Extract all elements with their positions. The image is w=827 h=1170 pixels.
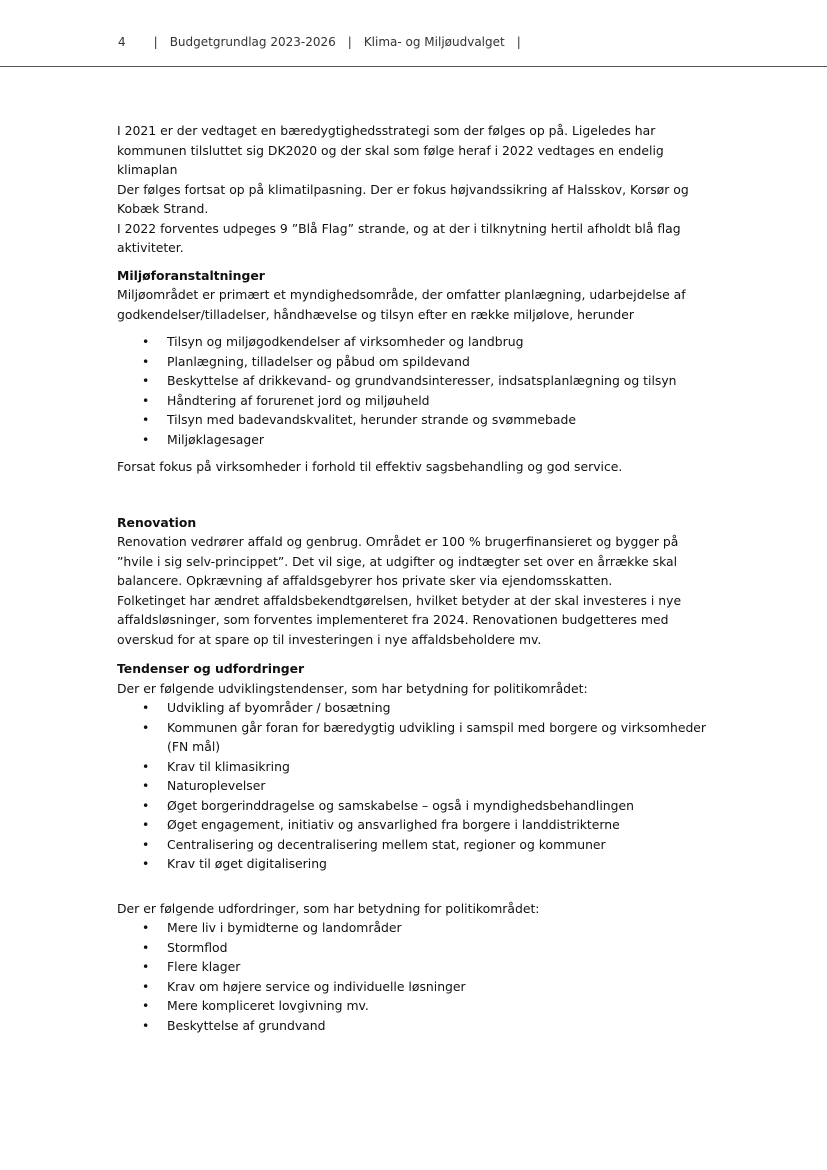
list-item: • Kommunen går foran for bæredygtig udvikling i samspil med borgere og virksomheder (FN mål) (117, 718, 717, 757)
list-item: • Beskyttelse af drikkevand- og grundvandsinteresser, indsatsplanlægning og tilsyn (117, 371, 717, 391)
list-item: • Planlægning, tilladelser og påbud om spildevand (117, 352, 717, 372)
list-item: • Naturoplevelser (117, 776, 717, 796)
spacer (117, 258, 717, 266)
list-item: • Udvikling af byområder / bosætning (117, 698, 717, 718)
list-item: • Håndtering af forurenet jord og miljøuheld (117, 391, 717, 411)
renovation-paragraph: Folketinget har ændret affaldsbekendtgørelsen, hvilket betyder at der skal investeres i nye affaldsløsninger, som forventes implementeret fra 2024. Renovationen budgetteres med overskud for at spare op til investeringen i nye affaldsbeholdere mv. (117, 592, 682, 647)
spacer (117, 449, 717, 457)
list-item: • Krav til øget digitalisering (117, 854, 717, 874)
header-separator: | (347, 35, 352, 49)
header-separator: | (153, 35, 158, 49)
list-item: • Øget engagement, initiativ og ansvarlighed fra borgere i landdistrikterne (117, 815, 717, 835)
spacer (117, 649, 717, 659)
intro-paragraph: Der følges fortsat op på klimatilpasning. Der er fokus højvandssikring af Halsskov, Korsør og Kobæk Strand. (117, 181, 689, 216)
udfordringer-list (117, 918, 717, 1035)
page-number: 4 (118, 35, 126, 49)
tendenser-intro: Der er følgende udviklingstendenser, som har betydning for politikområdet: (117, 680, 588, 696)
intro-paragraph: I 2022 forventes udpeges 9 ”Blå Flag” strande, og at der i tilknytning hertil afholdt blå flag aktiviteter. (117, 220, 681, 255)
section-heading-renovation: Renovation (117, 514, 197, 530)
list-item: • Beskyttelse af grundvand (117, 1016, 717, 1036)
list-item: • Mere liv i bymidterne og landområder (117, 918, 717, 938)
spacer (117, 874, 717, 899)
miljo-list (117, 332, 717, 449)
renovation-paragraph: Renovation vedrører affald og genbrug. Området er 100 % brugerfinansieret og bygger på ”hvile i sig selv-princippet”. Det vil sige, at udgifter og indtægter set over en årrække skal balancere. Opkrævning af affaldsgebyrer hos private sker via ejendomsskatten. (117, 534, 679, 588)
miljo-intro: Miljøområdet er primært et myndighedsområde, der omfatter planlægning, udarbejdelse af godkendelser/tilladelser, håndhævelse og tilsyn efter en række miljølove, herunder (117, 287, 686, 322)
document-title: Budgetgrundlag 2023-2026 (169, 35, 336, 49)
section-heading-tendenser: Tendenser og udfordringer (117, 661, 305, 676)
list-item: • Centralisering og decentralisering mellem stat, regioner og kommuner (117, 835, 717, 855)
list-item: • Stormflod (117, 938, 717, 958)
list-item: • Krav til klimasikring (117, 757, 717, 777)
spacer (117, 324, 717, 332)
list-item: • Tilsyn med badevandskvalitet, herunder strande og svømmebade (117, 410, 717, 430)
spacer (117, 477, 717, 513)
list-item: • Øget borgerinddragelse og samskabelse – også i myndighedsbehandlingen (117, 796, 717, 816)
list-item: • Tilsyn og miljøgodkendelser af virksomheder og landbrug (117, 332, 717, 352)
document-body (117, 121, 717, 1035)
udfordringer-intro: Der er følgende udfordringer, som har betydning for politikområdet: (117, 900, 540, 916)
list-item: • Krav om højere service og individuelle løsninger (117, 977, 717, 997)
header-separator: | (516, 35, 521, 49)
list-item: • Mere kompliceret lovgivning mv. (117, 996, 717, 1016)
tendenser-list (117, 698, 717, 874)
list-item: • Flere klager (117, 957, 717, 977)
list-item: • Miljøklagesager (117, 430, 717, 450)
section-title: Klima- og Miljøudvalget (363, 35, 505, 49)
header-divider (0, 66, 827, 67)
page-header (118, 35, 533, 49)
miljo-closing: Forsat fokus på virksomheder i forhold til effektiv sagsbehandling og god service. (117, 459, 623, 474)
section-heading-miljo: Miljøforanstaltninger (117, 267, 265, 283)
intro-paragraph: I 2021 er der vedtaget en bæredygtighedsstrategi som der følges op på. Ligeledes har kommunen tilsluttet sig DK2020 og der skal som følge heraf i 2022 vedtages en endelig klimaplan (117, 123, 664, 177)
